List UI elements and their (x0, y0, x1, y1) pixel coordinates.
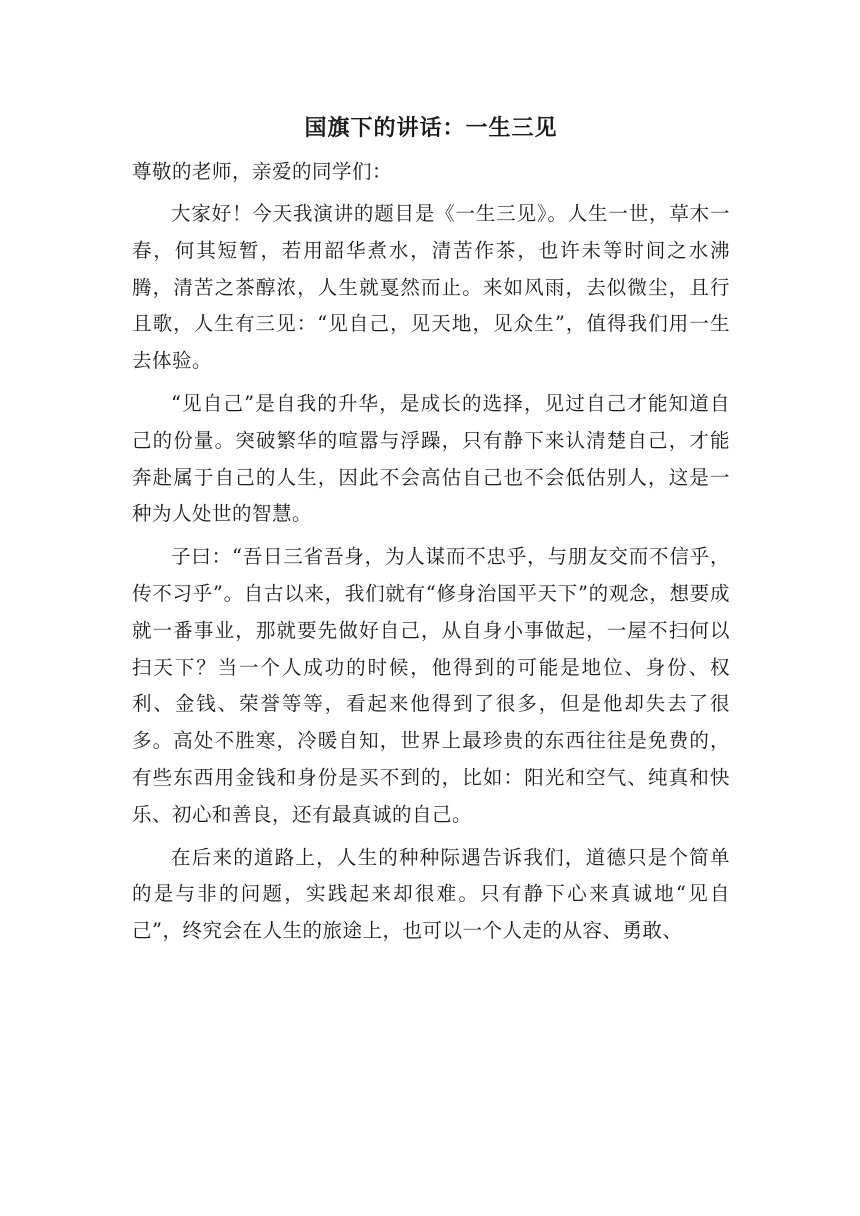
salutation: 尊敬的老师，亲爱的同学们： (132, 160, 393, 183)
document-title: 国旗下的讲话：一生三见 (304, 115, 558, 141)
paragraph-confucius: 子曰：“吾日三省吾身，为人谋而不忠乎，与朋友交而不信乎，传不习乎”。自古以来，我们就有“修身治国平天下”的观念，想要成就一番事业，那就要先做好自己，从自身小事做起，一屋不扫何以扫天下？当一个人成功的时候，他得到的可能是地位、身份、权利、金钱、荣誉等等，看起来他得到了很多，但是他却失去了很多。高处不胜寒，冷暖自知，世界上最珍贵的东西往往是免费的，有些东西用金钱和身份是买不到的，比如：阳光和空气、纯真和快乐、初心和善良，还有最真诚的自己。 (132, 545, 730, 826)
paragraph-see-yourself: “见自己”是自我的升华，是成长的选择，见过自己才能知道自己的份量。突破繁华的喧嚣与浮躁，只有静下来认清楚自己，才能奔赴属于自己的人生，因此不会高估自己也不会低估别人，这是一种为人处世的智慧。 (132, 391, 730, 526)
document-page (132, 108, 730, 956)
paragraph-greeting: 大家好！今天我演讲的题目是《一生三见》。人生一世，草木一春，何其短暂，若用韶华煮水，清苦作茶，也许未等时间之水沸腾，清苦之茶醇浓，人生就戛然而止。来如风雨，去似微尘，且行且歌，人生有三见：“见自己，见天地，见众生”，值得我们用一生去体验。 (132, 202, 730, 373)
paragraph-later-road: 在后来的道路上，人生的种种际遇告诉我们，道德只是个简单的是与非的问题，实践起来却很难。只有静下心来真诚地“见自己”，终究会在人生的旅途上，也可以一个人走的从容、勇敢、 (132, 845, 730, 943)
